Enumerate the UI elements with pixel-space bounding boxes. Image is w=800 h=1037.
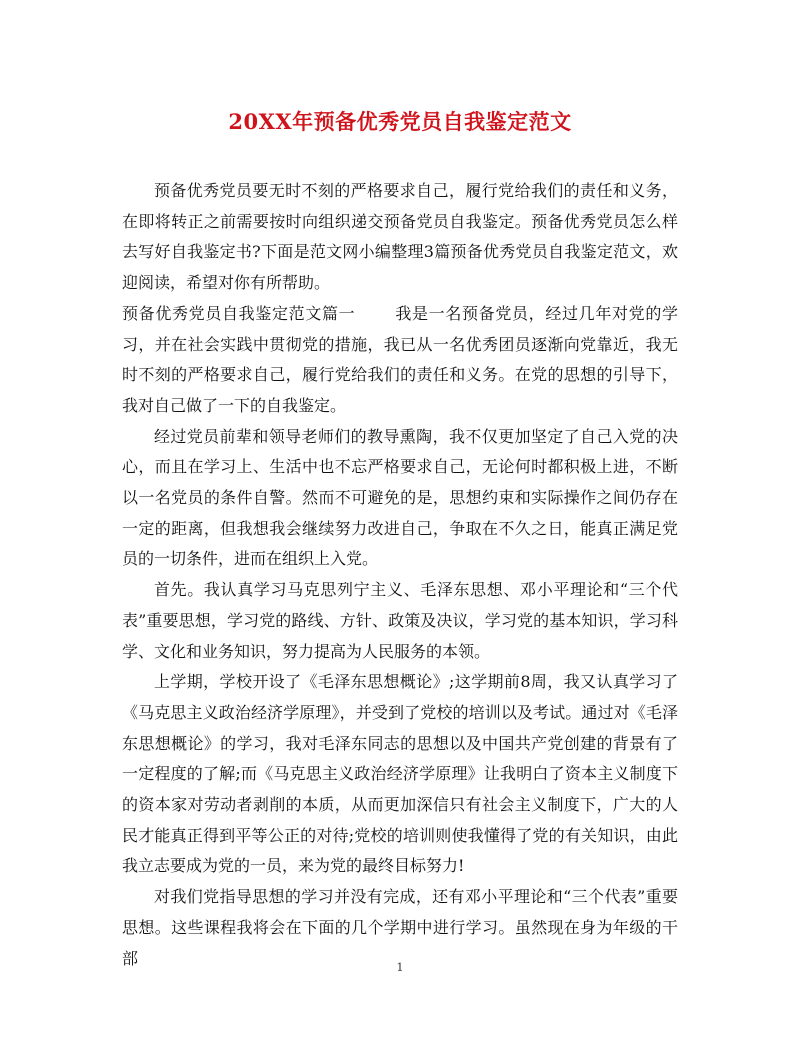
intro-paragraph: 预备优秀党员要无时不刻的严格要求自己，履行党给我们的责任和义务，在即将转正之前需要按时向组织递交预备党员自我鉴定。预备优秀党员怎么样去写好自我鉴定书?下面是范文网小编整理3篇预备优秀党员自我鉴定范文，欢迎阅读，希望对你有所帮助。 [122, 181, 678, 293]
section-first-paragraph [122, 299, 678, 422]
section-first-paragraph-text: 我是一名预备党员，经过几年对党的学习，并在社会实践中贯彻党的措施，我已从一名优秀团员逐渐向党靠近，我无时不刻的严格要求自己，履行党给我们的责任和义务。在党的思想的引导下，我对自己做了一下的自我鉴定。 [122, 303, 678, 415]
body-paragraph: 首先。我认真学习马克思列宁主义、毛泽东思想、邓小平理论和“三个代表”重要思想，学习党的路线、方针、政策及决议，学习党的基本知识，学习科学、文化和业务知识，努力提高为人民服务的本领。 [122, 580, 678, 661]
document-body [122, 176, 678, 974]
body-paragraph: 上学期，学校开设了《毛泽东思想概论》;这学期前8周，我又认真学习了《马克思主义政治经济学原理》，并受到了党校的培训以及考试。通过对《毛泽东思想概论》的学习，我对毛泽东同志的思想以及中国共产党创建的背景有了一定程度的了解;而《马克思主义政治经济学原理》让我明白了资本主义制度下的资本家对劳动者剥削的本质，从而更加深信只有社会主义制度下，广大的人民才能真正得到平等公正的对待;党校的培训则使我懂得了党的有关知识，由此我立志要成为党的一员，来为党的最终目标努力! [122, 672, 678, 876]
page-number: 1 [396, 961, 404, 974]
body-paragraph: 经过党员前辈和领导老师们的教导熏陶，我不仅更加坚定了自己入党的决心，而且在学习上、生活中也不忘严格要求自己，无论何时都积极上进，不断以一名党员的条件自警。然而不可避免的是，思想约束和实际操作之间仍存在一定的距离，但我想我会继续努力改进自己，争取在不久之日，能真正满足党员的一切条件，进而在组织上入党。 [122, 426, 678, 569]
document-title: 20XX年预备优秀党员自我鉴定范文 [228, 109, 572, 134]
section-heading: 预备优秀党员自我鉴定范文篇一 [122, 303, 356, 323]
body-paragraph: 对我们党指导思想的学习并没有完成，还有邓小平理论和“三个代表”重要思想。这些课程我将会在下面的几个学期中进行学习。虽然现在身为年级的干部 [122, 887, 678, 968]
